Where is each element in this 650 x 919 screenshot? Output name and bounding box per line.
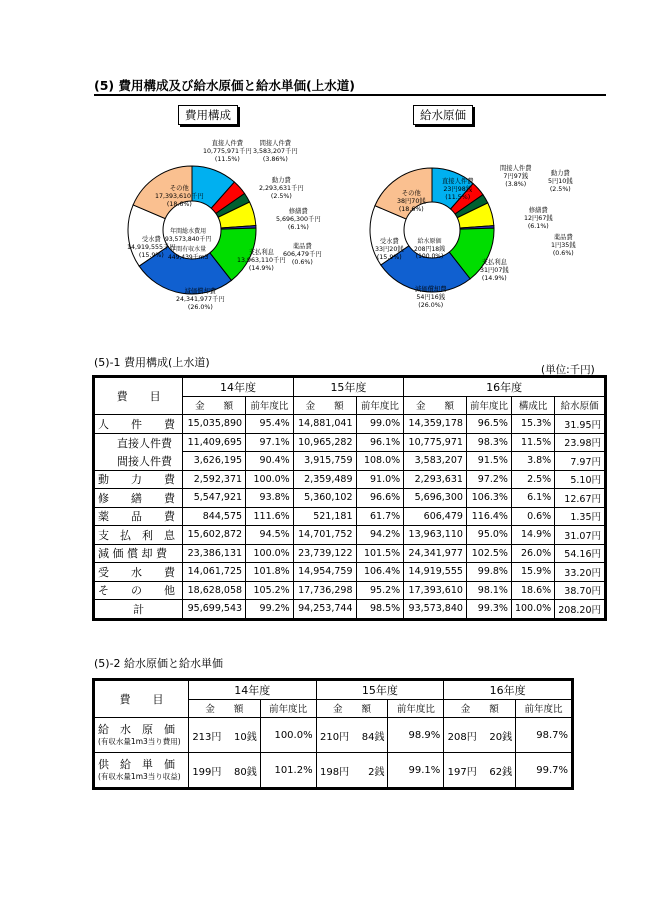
table-cell: 3,915,759: [293, 452, 356, 471]
pie-center-label: [414, 238, 445, 261]
row-label: そ の 他: [95, 581, 183, 600]
table-cell: 23,386,131: [183, 544, 246, 563]
cost-table: [94, 377, 605, 619]
ratio-cell: 100.0%: [260, 718, 316, 753]
pie-label-value: 10,775,971千円: [203, 147, 252, 155]
table-row: [95, 753, 572, 788]
table-cell: 14,919,555: [404, 563, 467, 582]
table-cell: 13,963,110: [404, 526, 467, 545]
pie-label-pct: (18.6%): [166, 200, 192, 208]
header-year: 15年度: [293, 378, 403, 397]
header-year: 15年度: [316, 681, 444, 700]
pie-center-line: 208円18銭: [414, 245, 446, 253]
pie-label: [548, 170, 573, 194]
table-cell: 3,626,195: [183, 452, 246, 471]
table-cell: 14,359,178: [404, 415, 467, 434]
pie-label: [442, 178, 473, 202]
table-cell: 14,061,725: [183, 563, 246, 582]
table-cell: 2,359,489: [293, 470, 356, 489]
table-cell: 10,775,971: [404, 433, 467, 452]
table-cell: 99.3%: [466, 600, 511, 619]
table-row: [95, 544, 605, 563]
table-row: [95, 600, 605, 619]
pie-label-name: 薬品費: [553, 234, 573, 241]
table-cell: 844,575: [183, 507, 246, 526]
table-cell: 98.1%: [466, 581, 511, 600]
table-cell: 606,479: [404, 507, 467, 526]
pie-label-pct: (14.9%): [248, 264, 274, 272]
pie-label-name: 受水費: [141, 236, 161, 243]
table-cell: 17,736,298: [293, 581, 356, 600]
table-cell: 95.0%: [466, 526, 511, 545]
header-ratio: 前年度比: [246, 396, 294, 415]
pie-label-value: 5,696,300千円: [276, 215, 321, 223]
pie-label-value: 31円07銭: [480, 266, 509, 274]
table-cell: 93.8%: [246, 489, 294, 508]
header-cost: 給水原価: [555, 396, 605, 415]
pie-label-pct: (14.9%): [481, 274, 507, 282]
table-cell: 97.2%: [466, 470, 511, 489]
pie-label-value: 3,583,207千円: [253, 147, 298, 155]
header-year: 16年度: [444, 681, 572, 700]
pie-label-value: 24,341,977千円: [176, 295, 225, 303]
pie-label-name: 薬品費: [292, 243, 312, 250]
pie-label-name: その他: [169, 185, 189, 192]
ratio-cell: 98.7%: [516, 718, 572, 753]
table-cell: 106.3%: [466, 489, 511, 508]
water-chart-label: 給水原価: [413, 105, 473, 125]
pie-label: [397, 190, 426, 214]
table-cell: 15,602,872: [183, 526, 246, 545]
header-amount: 金 額: [444, 699, 516, 718]
pie-label-pct: (3.86%): [262, 155, 288, 163]
sen-cell: 62銭: [480, 753, 516, 788]
table-cell: 14,954,759: [293, 563, 356, 582]
table-cell: 3,583,207: [404, 452, 467, 471]
row-label-main: 給 水 原 価: [98, 722, 175, 736]
table-cell: 96.5%: [466, 415, 511, 434]
table-cell: 54.16円: [555, 544, 605, 563]
table-cell: 521,181: [293, 507, 356, 526]
pie-label-pct: (26.0%): [187, 303, 213, 311]
pie-label-pct: (0.6%): [552, 249, 574, 257]
table-cell: 2,592,371: [183, 470, 246, 489]
ratio-cell: 99.1%: [388, 753, 444, 788]
table-cell: 96.1%: [356, 433, 404, 452]
table-cell: 98.5%: [356, 600, 404, 619]
table-cell: 90.4%: [246, 452, 294, 471]
table-cell: 208.20円: [555, 600, 605, 619]
header-year: 14年度: [188, 681, 316, 700]
pie-center-line: 93,573,840千円: [165, 235, 212, 243]
sen-cell: 10銭: [224, 718, 260, 753]
table-cell: 108.0%: [356, 452, 404, 471]
yen-cell: 208円: [444, 718, 480, 753]
row-label: 薬 品 費: [95, 507, 183, 526]
header-amount: 金 額: [183, 396, 246, 415]
pie-label-name: 修繕費: [528, 207, 548, 214]
table-cell: 18.6%: [511, 581, 554, 600]
pie-label-name: 直接人件費: [442, 178, 474, 185]
header-item: 費 目: [95, 378, 183, 415]
table-row: [95, 526, 605, 545]
pie-label-value: 33円20銭: [375, 245, 404, 253]
row-label: [95, 718, 189, 753]
cost-chart-label: 費用構成: [178, 105, 238, 125]
pie-label-name: 減価償却費: [184, 288, 217, 295]
table-cell: 101.8%: [246, 563, 294, 582]
pie-label-name: その他: [401, 190, 421, 197]
pie-label: [253, 140, 298, 164]
table-cell: 100.0%: [246, 544, 294, 563]
yen-cell: 213円: [188, 718, 224, 753]
table-cell: 2,293,631: [404, 470, 467, 489]
pie-label-pct: (15.9%): [138, 251, 164, 259]
table-cell: 94,253,744: [293, 600, 356, 619]
pie-label-pct: (6.1%): [287, 223, 309, 231]
pie-label-name: 受水費: [379, 238, 399, 245]
pie-center-label: [165, 228, 211, 261]
pie-label-name: 減価償却費: [415, 286, 447, 293]
row-label-main: 供 給 単 価: [98, 757, 175, 771]
row-label: 人 件 費: [95, 415, 183, 434]
price-table: [94, 680, 572, 788]
table-cell: 99.8%: [466, 563, 511, 582]
table-cell: 5.10円: [555, 470, 605, 489]
table-cell: 26.0%: [511, 544, 554, 563]
pie-label-value: 1円35銭: [551, 241, 576, 249]
table-row: [95, 507, 605, 526]
header-amount: 金 額: [293, 396, 356, 415]
pie-label-name: 修繕費: [288, 208, 308, 215]
table-cell: 91.5%: [466, 452, 511, 471]
table-cell: 99.0%: [356, 415, 404, 434]
table-cell: 116.4%: [466, 507, 511, 526]
ratio-cell: 99.7%: [516, 753, 572, 788]
pie-label-pct: (0.6%): [291, 258, 313, 266]
table-cell: 15.3%: [511, 415, 554, 434]
table-cell: 0.6%: [511, 507, 554, 526]
pie-label-value: 2,293,631千円: [259, 184, 304, 192]
table-row: [95, 718, 572, 753]
table-cell: 94.5%: [246, 526, 294, 545]
table-cell: 11,409,695: [183, 433, 246, 452]
table-cell: 17,393,610: [404, 581, 467, 600]
row-label: 修 繕 費: [95, 489, 183, 508]
pie-label-name: 直接人件費: [211, 140, 244, 147]
pie-label-value: 7円97銭: [503, 172, 529, 180]
yen-cell: 199円: [188, 753, 224, 788]
pie-label-name: 支払利息: [248, 249, 274, 256]
pie-label: [155, 185, 204, 209]
pie-label: [276, 208, 321, 232]
table-cell: 101.5%: [356, 544, 404, 563]
row-label: 支 払 利 息: [95, 526, 183, 545]
table-cell: 5,547,921: [183, 489, 246, 508]
pie-label-value: 17,393,610千円: [155, 192, 204, 200]
table-cell: 91.0%: [356, 470, 404, 489]
header-year: 14年度: [183, 378, 293, 397]
table-cell: 93,573,840: [404, 600, 467, 619]
table-cell: 18,628,058: [183, 581, 246, 600]
pie-label: [480, 259, 509, 283]
pie-label-name: 間接人件費: [500, 165, 532, 172]
table-cell: 5,696,300: [404, 489, 467, 508]
table-cell: 11.5%: [511, 433, 554, 452]
pie-label-pct: (11.5%): [445, 193, 471, 201]
table-cell: 24,341,977: [404, 544, 467, 563]
pie-label: [176, 288, 225, 312]
pie-label-name: 支払利息: [481, 259, 507, 266]
pie-label-pct: (6.1%): [527, 222, 549, 230]
pie-label: [524, 207, 553, 231]
pie-label-name: 動力費: [550, 170, 570, 177]
table-cell: 5,360,102: [293, 489, 356, 508]
table-cell: 95,699,543: [183, 600, 246, 619]
row-label: 直接人件費: [95, 433, 183, 452]
table-cell: 33.20円: [555, 563, 605, 582]
ratio-cell: 98.9%: [388, 718, 444, 753]
table-cell: 14,701,752: [293, 526, 356, 545]
title-rule: [94, 94, 606, 96]
table-row: [95, 433, 605, 452]
header-comp: 構成比: [511, 396, 554, 415]
pie-label: [203, 140, 252, 164]
table-cell: 7.97円: [555, 452, 605, 471]
table-cell: 106.4%: [356, 563, 404, 582]
table1-unit: (単位:千円): [541, 364, 595, 376]
table-row: [95, 452, 605, 471]
table-cell: 15,035,890: [183, 415, 246, 434]
pie-center-line: 年間有収水量: [170, 246, 207, 253]
row-label-note: (有収水量1m3当り収益): [98, 772, 181, 782]
pie-label-pct: (11.5%): [214, 155, 240, 163]
table1-title: (5)-1 費用構成(上水道): [94, 356, 210, 369]
pie-label: [375, 238, 404, 262]
table-cell: 31.07円: [555, 526, 605, 545]
pie-label-value: 12円67銭: [524, 214, 553, 222]
pie-center-line: (100.0%): [415, 253, 444, 260]
pie-label-value: 23円98銭: [443, 185, 473, 193]
table-row: [95, 563, 605, 582]
table-cell: 23.98円: [555, 433, 605, 452]
header-year: 16年度: [404, 378, 605, 397]
table-cell: 105.2%: [246, 581, 294, 600]
header-amount: 金 額: [404, 396, 467, 415]
sen-cell: 2銭: [352, 753, 388, 788]
section-title: (5) 費用構成及び給水原価と給水単価(上水道): [94, 78, 355, 93]
table-cell: 100.0%: [246, 470, 294, 489]
table-cell: 23,739,122: [293, 544, 356, 563]
table-cell: 2.5%: [511, 470, 554, 489]
header-ratio: 前年度比: [356, 396, 404, 415]
pie-label-pct: (15.9%): [376, 253, 402, 261]
table-row: [95, 415, 605, 434]
sen-cell: 80銭: [224, 753, 260, 788]
row-label: 受 水 費: [95, 563, 183, 582]
table-cell: 1.35円: [555, 507, 605, 526]
table-cell: 97.1%: [246, 433, 294, 452]
pie-label-pct: (3.8%): [505, 180, 527, 188]
table-row: [95, 470, 605, 489]
table-cell: 14,881,041: [293, 415, 356, 434]
header-ratio: 前年度比: [466, 396, 511, 415]
table-cell: 61.7%: [356, 507, 404, 526]
row-label: [95, 753, 189, 788]
row-label-note: (有収水量1m3当り費用): [98, 737, 181, 747]
pie-label: [237, 249, 286, 273]
pie-label-value: 38円70銭: [397, 197, 426, 205]
table-cell: 14.9%: [511, 526, 554, 545]
pie-label: [259, 177, 304, 201]
table-cell: 100.0%: [511, 600, 554, 619]
header-amount: 金 額: [188, 699, 260, 718]
sen-cell: 20銭: [480, 718, 516, 753]
table-cell: 96.6%: [356, 489, 404, 508]
header-item: 費 目: [95, 681, 189, 718]
pie-center-line: 給水原価: [417, 238, 442, 245]
table-cell: 102.5%: [466, 544, 511, 563]
table-cell: 12.67円: [555, 489, 605, 508]
yen-cell: 210円: [316, 718, 352, 753]
row-label: 間接人件費: [95, 452, 183, 471]
pie-label-value: 606,479千円: [283, 250, 322, 258]
pie-label-value: 13,963,110千円: [237, 256, 286, 264]
pie-label-name: 動力費: [271, 177, 291, 184]
sen-cell: 84銭: [352, 718, 388, 753]
table-cell: 15.9%: [511, 563, 554, 582]
header-amount: 金 額: [316, 699, 388, 718]
pie-label-value: 54円16銭: [416, 293, 446, 301]
yen-cell: 197円: [444, 753, 480, 788]
table-cell: 95.4%: [246, 415, 294, 434]
table2-title: (5)-2 給水原価と給水単価: [94, 657, 224, 670]
table-cell: 38.70円: [555, 581, 605, 600]
pie-label: [500, 165, 531, 189]
row-label: 減 価 償 却 費: [95, 544, 183, 563]
pie-label-pct: (26.0%): [418, 301, 444, 309]
header-ratio: 前年度比: [516, 699, 572, 718]
ratio-cell: 101.2%: [260, 753, 316, 788]
pie-label: [283, 243, 322, 267]
table-cell: 111.6%: [246, 507, 294, 526]
pie-label-name: 間接人件費: [259, 140, 292, 147]
table-cell: 3.8%: [511, 452, 554, 471]
yen-cell: 198円: [316, 753, 352, 788]
pie-label-pct: (18.6%): [398, 205, 424, 213]
pie-label: [551, 234, 576, 258]
table-cell: 99.2%: [246, 600, 294, 619]
table-cell: 98.3%: [466, 433, 511, 452]
pie-label: [415, 286, 446, 310]
table-cell: 10,965,282: [293, 433, 356, 452]
table-row: [95, 581, 605, 600]
table-cell: 31.95円: [555, 415, 605, 434]
pie-label-value: 5円10銭: [548, 177, 573, 185]
table-row: [95, 489, 605, 508]
table-cell: 6.1%: [511, 489, 554, 508]
header-ratio: 前年度比: [388, 699, 444, 718]
pie-label-value: 14,919,555千円: [127, 243, 176, 251]
pie-label-pct: (2.5%): [270, 192, 292, 200]
pie-center-line: 年間総水費用: [170, 228, 207, 235]
table-cell: 95.2%: [356, 581, 404, 600]
row-label: 計: [95, 600, 183, 619]
row-label: 動 力 費: [95, 470, 183, 489]
table-cell: 94.2%: [356, 526, 404, 545]
pie-center-line: 449,439千m3: [167, 253, 209, 261]
water-pie-chart: [370, 168, 494, 292]
header-ratio: 前年度比: [260, 699, 316, 718]
pie-label-pct: (2.5%): [549, 185, 571, 193]
